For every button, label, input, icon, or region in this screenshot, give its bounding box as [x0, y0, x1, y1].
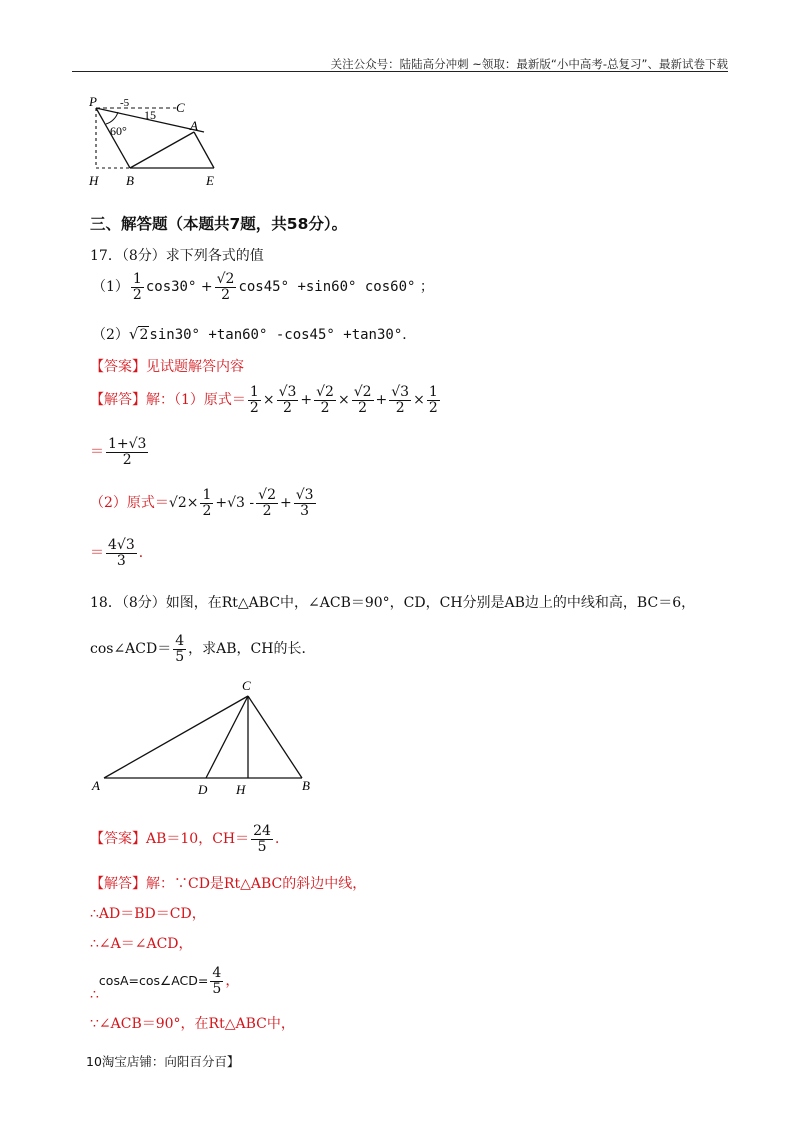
fig2-label-h: H: [236, 782, 246, 796]
fig1-label-b: B: [126, 173, 134, 188]
q17-sol1-operator: +: [300, 392, 313, 409]
q17-sol1-operator: ×: [262, 392, 275, 409]
q18-answer: 【答案】AB＝10，CH＝ $\frac{24}{5}$ ．: [90, 823, 289, 855]
q17-solution-1: 【解答】解：（1）原式＝ $\frac{1}{2}$ × $\frac{√3}{2}$ + $\frac{√2}{2}$ × $\frac{√2}{2}$ + $\frac{√3}{2}$ × $\frac{1}{2}$: [90, 385, 442, 415]
q17-answer: 【答案】见试题解答内容: [90, 359, 244, 375]
q17-solution-2-result: ＝ $\frac{4√3}{3}$ ．: [90, 537, 153, 569]
fig2-label-a: A: [92, 778, 100, 793]
fig2-label-d: D: [198, 782, 208, 796]
figure-slope-diagram: [84, 90, 224, 190]
page-header: 关注公众号：陆陆高分冲刺 ~领取：最新版“小中高考-总复习”、最新试卷下载: [330, 57, 728, 71]
q17-sol1-operator: +: [375, 392, 388, 409]
figure-right-triangle: [84, 676, 324, 796]
q17-sol1-fraction: $\frac{√3}{2}$: [278, 384, 297, 416]
section-title: 三、解答题（本题共7题，共58分）。: [90, 215, 348, 233]
fig1-label-p: P: [89, 94, 97, 109]
q17-sol1-operator: ×: [337, 392, 350, 409]
q18-solution-2: ∴AD＝BD＝CD，: [90, 906, 206, 922]
q18-stem: 18．（8分）如图，在Rt△ABC中，∠ACB＝90°，CD，CH分别是AB边上的中线和高，BC＝6，: [90, 595, 696, 611]
fig1-dash-text: -5: [120, 97, 130, 109]
q17-sol1-fraction: $\frac{√2}{2}$: [353, 384, 372, 416]
fig2-label-b: B: [302, 778, 310, 793]
q17-part1-frac1: $\frac{1}{2}$: [132, 271, 142, 303]
q17-part1-label: （1）: [92, 279, 129, 296]
q18-solution-4: ∴cosA=cos∠ACD= $\frac{4}{5}$ ，: [90, 965, 240, 1004]
header-divider: [72, 71, 728, 72]
fig1-label-c: C: [176, 100, 185, 115]
fig1-angle-60: 60°: [110, 124, 127, 138]
q17-solution-1-result: ＝ $\frac{1+√3}{2}$: [90, 436, 147, 468]
q17-part2: （2）√2sin30° +tan60° -cos45° +tan30°．: [92, 325, 417, 343]
sqrt-symbol: √2: [128, 325, 149, 343]
q18-stem-2: cos∠ACD＝ $\frac{4}{5}$ ，求AB，CH的长．: [90, 633, 316, 665]
q18-solution-5: ∵∠ACB＝90°，在Rt△ABC中，: [90, 1016, 295, 1032]
q17-sol1-fraction: $\frac{1}{2}$: [428, 384, 438, 416]
q17-sol1-fraction: $\frac{1}{2}$: [249, 384, 259, 416]
fig1-label-h: H: [89, 173, 99, 188]
q17-sol1-fraction: $\frac{√3}{2}$: [391, 384, 410, 416]
q17-sol1-operator: ×: [413, 392, 425, 409]
q17-part1-frac2: $\frac{√2}{2}$: [216, 271, 235, 303]
q17-part1: （1） $\frac{1}{2}$ cos30° + $\frac{√2}{2}$ cos45° +sin60° cos60° ；: [92, 271, 434, 303]
fig2-label-c: C: [242, 678, 251, 693]
page-footer: 10淘宝店铺：向阳百分百】: [86, 1054, 240, 1069]
q17-solution-2: （2）原式＝√2× $\frac{1}{2}$ +√3 - $\frac{√2}{2}$ + $\frac{√3}{3}$: [90, 487, 314, 519]
q17-sol1-fraction: $\frac{√2}{2}$: [316, 384, 334, 416]
q18-solution-3: ∴∠A＝∠ACD，: [90, 936, 193, 952]
fig1-label-a: A: [190, 118, 198, 133]
q17-stem: 17．（8分）求下列各式的值: [90, 248, 264, 264]
fig1-angle-15: 15: [144, 108, 156, 122]
fig1-label-e: E: [206, 173, 214, 188]
q18-solution-1: 【解答】解：∵CD是Rt△ABC的斜边中线，: [90, 876, 367, 892]
